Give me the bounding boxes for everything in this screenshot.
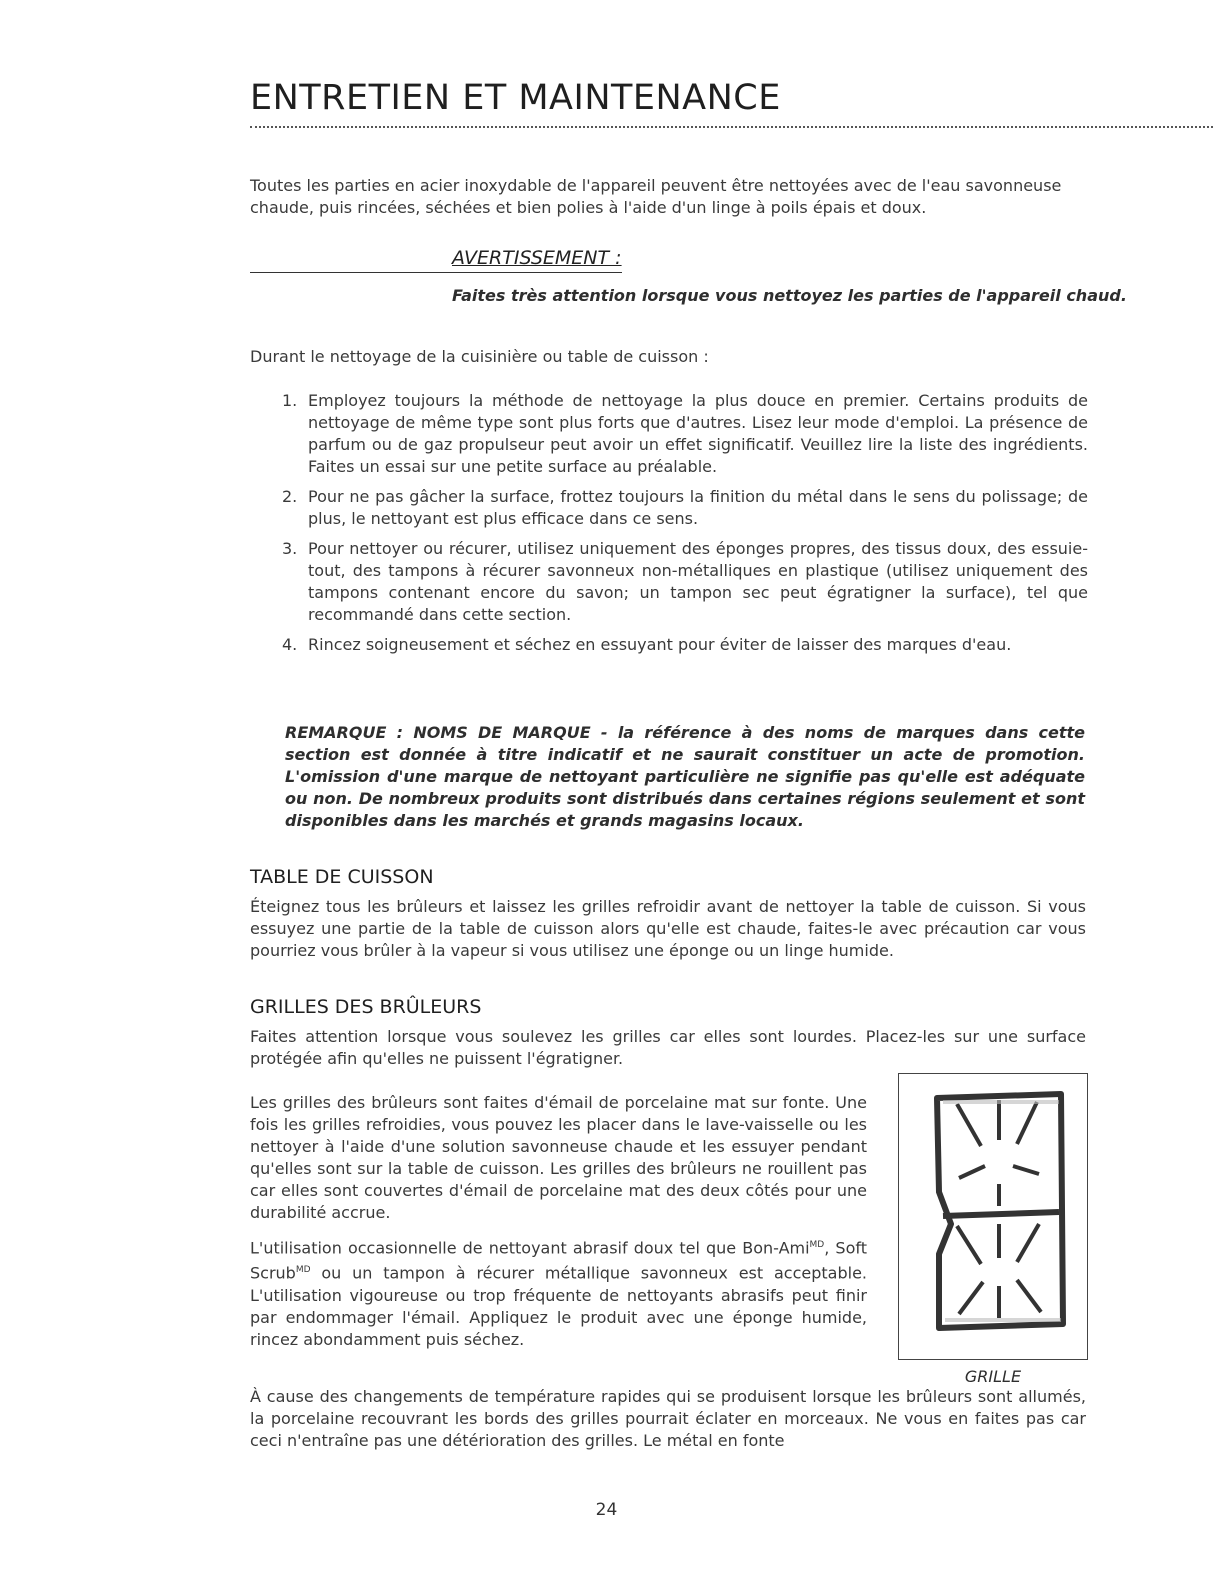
cleaning-steps-list — [282, 390, 1088, 664]
section-heading-grilles: GRILLES DES BRÛLEURS — [250, 996, 482, 1018]
remark-note — [285, 722, 1085, 832]
intro-paragraph: Toutes les parties en acier inoxydable de l'appareil peuvent être nettoyées avec de l'eau savonneuse chaude, puis rincées, séchées et bien polies à l'aide d'un linge à poils épais et doux. — [250, 176, 1062, 217]
warning-rule — [250, 272, 622, 273]
warning-title: AVERTISSEMENT : — [452, 247, 622, 269]
grilles-paragraph: Les grilles des brûleurs sont faites d'émail de porcelaine mat sur fonte. Une fois les grilles refroidies, vous pouvez les placer dans le lave-vaisselle ou les nettoyer à l'aide d'une solution savonneuse chaude et les essuyer pendant qu'elles sont sur la table de cuisson. Les grilles des brûleurs ne rouillent pas car elles sont couvertes d'émail de porcelaine mat des deux côtés pour une durabilité accrue. — [250, 1093, 867, 1222]
grille-figure — [898, 1073, 1088, 1360]
list-item — [282, 390, 1088, 478]
title-rule — [250, 126, 1213, 128]
abrasive-text-c: ou un tampon à récurer métallique savonneux est acceptable. L'utilisation vigoureuse ou trop fréquente de nettoyants abrasifs peut finir par endommager l'émail. Appliquez le produit avec une éponge humide, rincez abondamment puis séchez. — [250, 1263, 867, 1349]
list-item-number: 4. — [282, 635, 298, 654]
remark-text: NOMS DE MARQUE - la référence à des noms de marques dans cette section est donnée à titre indicatif et ne saurait constituer un acte de promotion. L'omission d'une marque de nettoyant particulière ne signifie pas qu'elle est adéquate ou non. De nombreux produits sont distribués dans certaines régions seulement et sont disponibles dans les marchés et grands magasins locaux. — [285, 723, 1085, 830]
burner-grate-icon — [899, 1074, 1087, 1359]
list-item-text: Pour nettoyer ou récurer, utilisez uniquement des éponges propres, des tissus doux, des essuie-tout, des tampons à récurer savonneux non-métalliques en plastique (utilisez uniquement des tampons contenant encore du savon; un tampon sec peut égratigner la surface), tel que recommandé dans cette section. — [308, 539, 1088, 624]
grilles-abrasive-paragraph — [250, 1234, 867, 1351]
grilles-temperature-paragraph: À cause des changements de température rapides qui se produisent lorsque les brûleurs sont allumés, la porcelaine recouvrant les bords des grilles pourrait éclater en morceaux. Ne vous en faites pas car ceci n'entraîne pas une détérioration des grilles. Le métal en fonte — [250, 1387, 1086, 1450]
list-item-number: 1. — [282, 391, 298, 410]
trademark-sup: MD — [295, 1265, 311, 1276]
table-section-text: Éteignez tous les brûleurs et laissez les grilles refroidir avant de nettoyer la table de cuisson. Si vous essuyez une partie de la table de cuisson alors qu'elle est chaude, faites-le avec précaution car vous pourriez vous brûler à la vapeur si vous utilisez une éponge ou un linge humide. — [250, 897, 1086, 960]
figure-caption: GRILLE — [964, 1367, 1022, 1386]
list-item-text: Employez toujours la méthode de nettoyage la plus douce en premier. Certains produits de nettoyage de même type sont plus forts que d'autres. Lisez leur mode d'emploi. La présence de parfum ou de gaz propulseur peut avoir un effet significatif. Veuillez lire la liste des ingrédients. Faites un essai sur une petite surface au préalable. — [308, 391, 1088, 476]
abrasive-text-b: , Soft Scrub — [250, 1238, 867, 1283]
abrasive-text-a: L'utilisation occasionnelle de nettoyant abrasif doux tel que Bon-Ami — [250, 1238, 810, 1258]
list-item-text: Rincez soigneusement et séchez en essuyant pour éviter de laisser des marques d'eau. — [308, 635, 1012, 654]
list-item — [282, 486, 1088, 530]
section-heading-table: TABLE DE CUISSON — [250, 866, 434, 888]
remark-label: REMARQUE : — [285, 723, 404, 742]
list-item-number: 2. — [282, 487, 298, 506]
page-number: 24 — [595, 1500, 618, 1520]
grilles-column-text — [250, 1092, 867, 1361]
cleaning-intro: Durant le nettoyage de la cuisinière ou table de cuisson : — [250, 347, 709, 366]
list-item-number: 3. — [282, 539, 298, 558]
grilles-section-text: Faites attention lorsque vous soulevez les grilles car elles sont lourdes. Placez-les sur une surface protégée afin qu'elles ne puissent l'égratigner. — [250, 1027, 1086, 1068]
list-item — [282, 634, 1088, 656]
page-title: ENTRETIEN ET MAINTENANCE — [250, 78, 781, 118]
list-item — [282, 538, 1088, 626]
list-item-text: Pour ne pas gâcher la surface, frottez toujours la finition du métal dans le sens du polissage; de plus, le nettoyant est plus efficace dans ce sens. — [308, 487, 1088, 528]
warning-text: Faites très attention lorsque vous nettoyez les parties de l'appareil chaud. — [452, 286, 1127, 305]
trademark-sup: MD — [809, 1240, 825, 1250]
